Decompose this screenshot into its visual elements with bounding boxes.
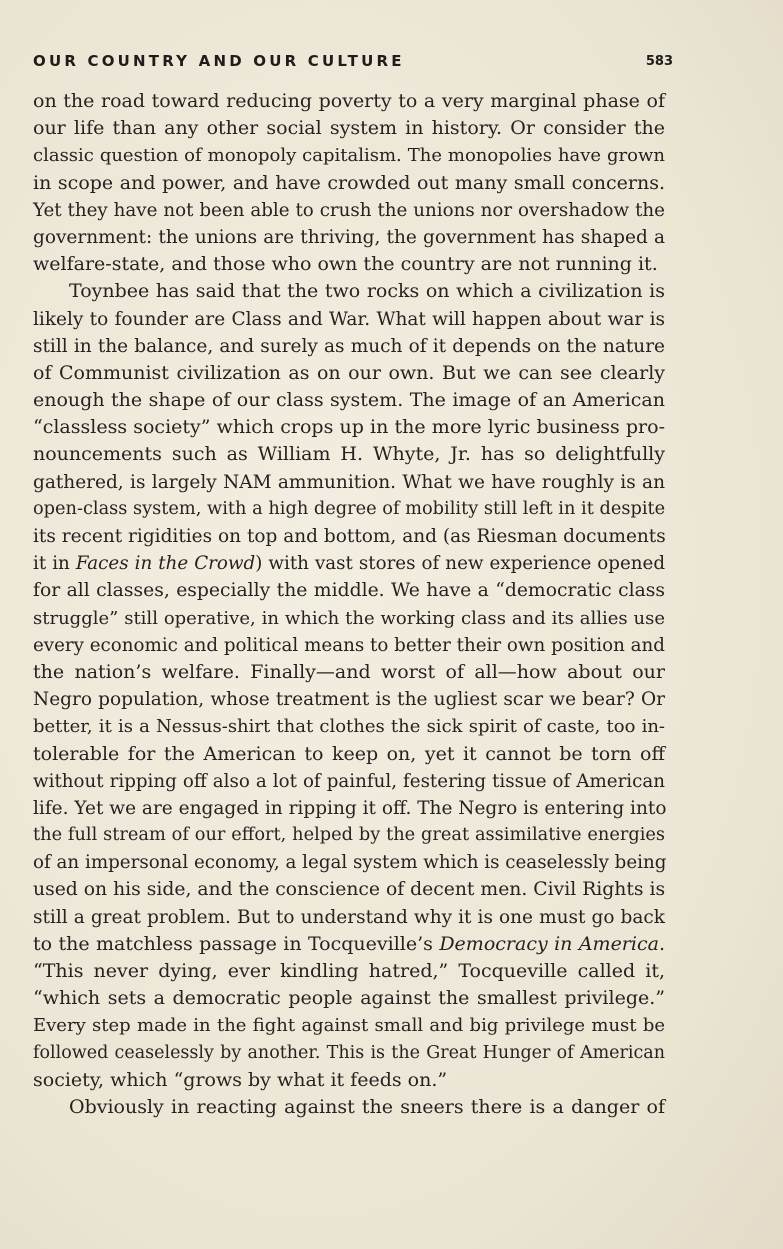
text-line (33, 550, 665, 577)
book-title: Faces in the Crowd (75, 553, 256, 575)
text-line: our life than any other social system in history. Or consider the (33, 117, 665, 140)
text-line: still a great problem. But to understand why it is one must go back (33, 906, 665, 928)
text-line: the full stream of our effort, helped by the great assimilative energies (33, 825, 665, 846)
text-line: likely to founder are Class and War. What will happen about war is (33, 308, 665, 330)
text-line: Obviously in reacting against the sneers there is a danger of (69, 1095, 665, 1118)
text-line: its recent rigidities on top and bottom, and (as Riesman documents (33, 526, 666, 547)
text-line: Every step made in the fight against small and big privilege must be (33, 1015, 665, 1037)
text-line: classic question of monopoly capitalism. The monopolies have grown (33, 145, 665, 167)
text-segment: it in (33, 553, 76, 575)
text-line: on the road toward reducing poverty to a very marginal phase of (33, 90, 665, 112)
book-title: Democracy in America (439, 932, 659, 955)
text-line: society, which “grows by what it feeds on.” (33, 1068, 448, 1091)
text-line: welfare-state, and those who own the country are not running it. (33, 253, 658, 276)
text-line: still in the balance, and surely as much of it depends on the nature (33, 335, 665, 357)
text-line: Negro population, whose treatment is the ugliest scar we bear? Or (33, 689, 665, 711)
text-line: of Communist civilization as on our own. But we can see clearly (33, 361, 665, 384)
text-line: tolerable for the American to keep on, yet it cannot be torn off (33, 742, 665, 765)
text-line: followed ceaselessly by another. This is the Great Hunger of American (33, 1042, 665, 1063)
text-line: “This never dying, ever kindling hatred,” Tocqueville called it, (33, 960, 665, 982)
text-line: life. Yet we are engaged in ripping it off. The Negro is entering into (33, 797, 667, 819)
text-line: better, it is a Nessus-shirt that clothes the sick spirit of caste, too in- (33, 716, 665, 738)
text-line: used on his side, and the conscience of decent men. Civil Rights is (33, 879, 666, 901)
text-line: gathered, is largely NAM ammunition. What we have roughly is an (33, 471, 665, 493)
text-line: every economic and political means to better their own position and (33, 634, 665, 656)
text-line: “classless society” which crops up in the more lyric business pro- (33, 416, 665, 439)
body-text (33, 88, 665, 1121)
text-line: for all classes, especially the middle. We have a “democratic class (33, 580, 665, 602)
text-line: struggle” still operative, in which the working class and its allies use (33, 607, 665, 629)
text-line: without ripping off also a lot of painful, festering tissue of American (33, 770, 665, 792)
text-line: Toynbee has said that the two rocks on which a civilization is (69, 280, 665, 303)
text-line: in scope and power, and have crowded out many small concerns. (33, 171, 665, 194)
text-line: Yet they have not been able to crush the unions nor overshadow the (33, 199, 665, 221)
text-line (33, 931, 665, 958)
text-line: of an impersonal economy, a legal system which is ceaselessly being (33, 852, 667, 874)
running-head: OUR COUNTRY AND OUR CULTURE (33, 52, 405, 70)
text-line: the nation’s welfare. Finally—and worst of all—how about our (33, 660, 665, 683)
text-line: open-class system, with a high degree of mobility still left in it despite (33, 498, 666, 519)
text-line: nouncements such as William H. Whyte, Jr. has so delightfully (33, 443, 665, 466)
text-line: government: the unions are thriving, the government has shaped a (33, 226, 665, 248)
text-line: “which sets a democratic people against the smallest privilege.” (33, 987, 665, 1010)
page-number: 583 (645, 53, 673, 69)
text-line: enough the shape of our class system. The image of an American (33, 389, 665, 412)
text-segment: to the matchless passage in Tocqueville’s (33, 932, 440, 955)
text-segment: ) with vast stores of new experience opened (255, 553, 666, 575)
page-header (33, 50, 673, 72)
text-segment: . (658, 932, 665, 955)
